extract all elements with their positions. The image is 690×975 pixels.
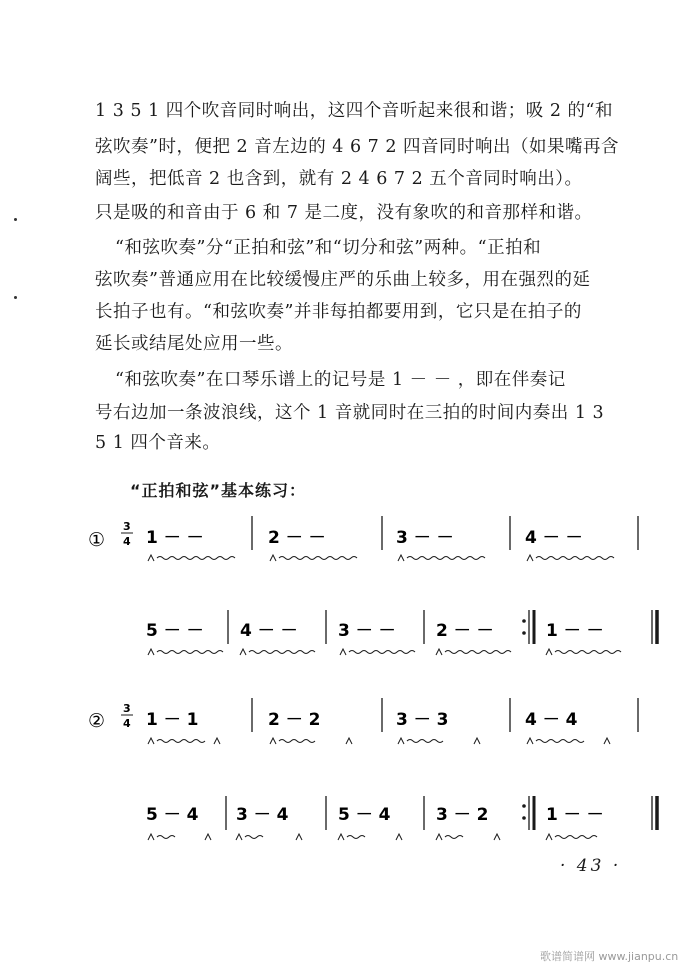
measure-notes: 3 － － [396,528,454,548]
measure-notes: 2 － － [268,528,326,548]
measure-notes: 2 － 2 [268,710,321,730]
measure-notes: 3 － 3 [396,710,449,730]
text-line: 弦吹奏”普通应用在比较缓慢庄严的乐曲上较多，用在强烈的延 [95,270,591,290]
exercise-label: ① [88,529,106,551]
text-line: “和弦吹奏”分“正拍和弦”和“切分和弦”两种。“正拍和 [115,238,542,258]
measure-notes: 1 － 1 [146,710,199,730]
text-line: 延长或结尾处应用一些。 [95,334,293,354]
measure-notes: 3 － 4 [236,805,289,825]
exercise-label: ② [88,710,106,732]
text-line: 只是吸的和音由于 6 和 7 是二度，没有象吹的和音那样和谐。 [95,203,593,223]
time-signature-top: 3 [123,520,131,533]
measure-notes: 4 － 4 [525,710,578,730]
page-number: · 43 · [560,856,622,876]
text-line: 阔些，把低音 2 也含到，就有 2 4 6 7 2 五个音同时响出）。 [95,169,583,189]
measure-notes: 5 － 4 [146,805,199,825]
measure-notes: 5 － 4 [338,805,391,825]
text-line: 长拍子也有。“和弦吹奏”并非每拍都要用到，它只是在拍子的 [95,302,582,322]
time-signature-bottom: 4 [123,717,131,730]
text-line: 号右边加一条波浪线，这个 1 音就同时在三拍的时间内奏出 1 3 [95,403,605,423]
text-line: 弦吹奏”时，便把 2 音左边的 4 6 7 2 四音同时响出（如果嘴再含 [95,137,620,157]
text-line: “和弦吹奏”在口琴乐谱上的记号是 1 － － ，即在伴奏记 [115,370,566,390]
exercise-heading: “正拍和弦”基本练习： [130,481,307,500]
measure-notes: 3 － － [338,621,396,641]
time-signature-top: 3 [123,702,131,715]
measure-notes: 1 － － [546,805,604,825]
measure-notes: 2 － － [436,621,494,641]
text-line: 1 3 5 1 四个吹音同时响出，这四个音听起来很和谐；吸 2 的“和 [95,101,613,121]
measure-notes: 5 － － [146,621,204,641]
measure-notes: 3 － 2 [436,805,489,825]
watermark: 歌谱简谱网 www.jianpu.cn [540,950,679,963]
measure-notes: 4 － － [240,621,298,641]
measure-notes: 1 － － [546,621,604,641]
measure-notes: 4 － － [525,528,583,548]
measure-notes: 1 － － [146,528,204,548]
time-signature-bottom: 4 [123,535,131,548]
text-line: 5 1 四个音来。 [95,433,221,453]
